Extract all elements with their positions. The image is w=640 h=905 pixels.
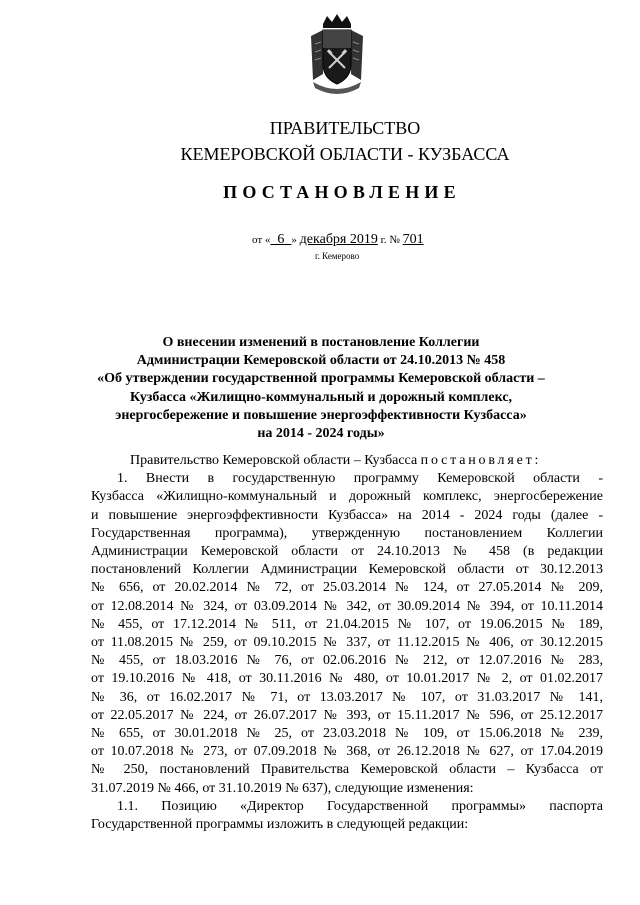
body-line: № 36, от 16.02.2017 № 71, от 13.03.2017 № 107, от 31.03.2017 № 141, — [91, 689, 603, 705]
body-line: 31.07.2019 № 466, от 31.10.2019 № 637), следующие изменения: — [91, 780, 474, 796]
dateline-city: г. Кемерово — [315, 251, 360, 261]
body-line: от 10.07.2018 № 273, от 07.09.2018 № 368, от 26.12.2018 № 627, от 17.04.2019 — [91, 744, 603, 760]
body-line: постановлений Коллегии Администрации Кемеровской области от 30.12.2013 — [91, 562, 603, 578]
intro-prefix: Правительство Кемеровской области – Кузбасса — [130, 453, 421, 468]
body-line: Кузбасса «Жилищно-коммунальный и дорожный комплекс, энергосбережение — [91, 489, 603, 505]
title-line: на 2014 - 2024 годы» — [257, 426, 385, 442]
body-line: от 11.08.2015 № 259, от 09.10.2015 № 337, от 11.12.2015 № 406, от 30.12.2015 — [91, 635, 603, 651]
dateline-number-label: № — [389, 234, 400, 246]
body-line: 1. Внести в государственную программу Кемеровской области - — [117, 471, 603, 487]
body-line: Государственная программа), утвержденную постановлением Коллегии — [91, 525, 603, 541]
body-line: от 19.10.2016 № 418, от 30.11.2016 № 480, от 10.01.2017 № 2, от 01.02.2017 — [91, 671, 603, 687]
title-line: энергосбережение и повышение энергоэффективности Кузбасса» — [115, 407, 527, 423]
decree-title — [88, 334, 554, 443]
title-line: Администрации Кемеровской области от 24.10.2013 № 458 — [136, 353, 506, 369]
dateline-year-suffix: г. — [380, 234, 387, 246]
government-title-line1: ПРАВИТЕЛЬСТВО — [269, 118, 421, 138]
title-line: Кузбасса «Жилищно-коммунальный и дорожный комплекс, — [129, 389, 513, 405]
body-line: 1.1. Позицию «Директор Государственной программы» паспорта — [117, 798, 603, 814]
dateline-month-year: декабря 2019 — [299, 232, 378, 247]
body-intro — [91, 452, 603, 470]
body-line: от 22.05.2017 № 224, от 26.07.2017 № 393, от 15.11.2017 № 596, от 25.12.2017 — [91, 707, 603, 723]
body-line: № 455, от 17.12.2014 № 511, от 21.04.2015 № 107, от 19.06.2015 № 189, — [91, 616, 603, 632]
decree-body — [91, 452, 603, 834]
title-line: О внесении изменений в постановление Коллегии — [162, 335, 480, 350]
dateline-from-label: от « — [252, 234, 271, 246]
coat-of-arms-icon — [309, 14, 365, 94]
dateline-close-quote: » — [291, 234, 297, 246]
body-line: Администрации Кемеровской области от 24.10.2013 № 458 (в редакции — [91, 544, 603, 560]
document-type-heading: ПОСТАНОВЛЕНИЕ — [223, 182, 461, 202]
intro-resolves: постановляет: — [420, 453, 542, 468]
title-line: «Об утверждении государственной программы Кемеровской области – — [97, 371, 545, 387]
dateline-day: 6 — [277, 232, 285, 247]
decree-dateline — [252, 232, 424, 248]
dateline-number: 701 — [402, 232, 424, 247]
body-line: и повышение энергоэффективности Кузбасса» на 2014 - 2024 годы (далее - — [91, 507, 603, 523]
body-line: от 12.08.2014 № 324, от 03.09.2014 № 342, от 30.09.2014 № 394, от 10.11.2014 — [91, 598, 603, 614]
body-line: № 250, постановлений Правительства Кемеровской области – Кузбасса от — [91, 762, 603, 778]
body-line: Государственной программы изложить в следующей редакции: — [91, 817, 469, 833]
body-line: № 455, от 18.03.2016 № 76, от 02.06.2016 № 212, от 12.07.2016 № 283, — [91, 653, 603, 669]
body-line: № 655, от 30.01.2018 № 25, от 23.03.2018 № 109, от 15.06.2018 № 239, — [91, 726, 603, 742]
government-title-line2: КЕМЕРОВСКОЙ ОБЛАСТИ - КУЗБАССА — [180, 144, 510, 164]
body-line: № 656, от 20.02.2014 № 72, от 25.03.2014 № 124, от 27.05.2014 № 209, — [91, 580, 603, 596]
